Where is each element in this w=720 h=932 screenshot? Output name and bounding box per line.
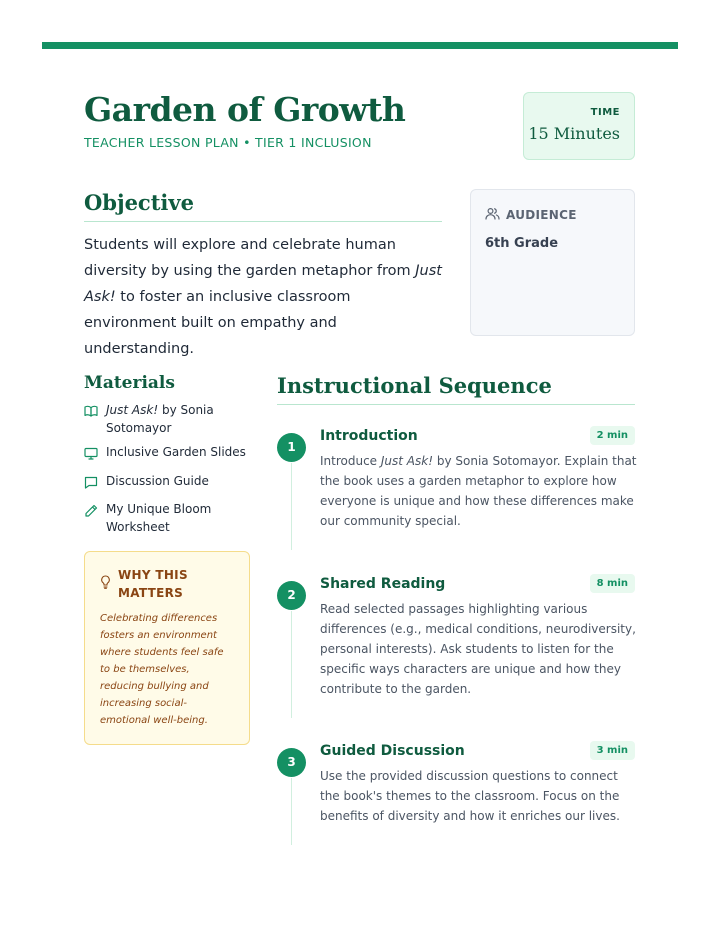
book-icon <box>84 402 99 437</box>
objective-heading: Objective <box>84 190 194 215</box>
material-label: Inclusive Garden Slides <box>106 445 246 459</box>
step-title: Shared Reading <box>320 576 446 592</box>
step-connector <box>291 611 292 718</box>
duration-badge: 8 min <box>590 574 635 593</box>
why-text: Celebrating differences fosters an environment where students feel safe to be themselves, reducing bullying and increasing social-emotional well-being. <box>100 613 224 726</box>
page-title: Garden of Growth <box>84 90 406 129</box>
sequence-heading: Instructional Sequence <box>277 373 552 398</box>
material-label: My Unique Bloom Worksheet <box>106 502 212 534</box>
material-label: Discussion Guide <box>106 473 209 488</box>
objective-text-part: Students will explore and celebrate human diversity by using the garden metaphor from <box>84 237 416 279</box>
objective-book-title: Just Ask! <box>84 263 442 305</box>
materials-heading: Materials <box>84 373 175 393</box>
material-italic: Just Ask! <box>106 403 159 417</box>
step-title: Guided Discussion <box>320 743 465 759</box>
time-label: TIME <box>590 107 620 118</box>
step-connector <box>291 778 292 845</box>
pencil-icon <box>84 501 99 536</box>
chat-icon <box>84 473 99 495</box>
step-desc-part: by Sonia Sotomayor. Explain that the book uses a garden metaphor to explore how everyone is unique and how these differences make our community special. <box>320 454 637 528</box>
objective-text <box>84 232 446 362</box>
time-card <box>523 92 635 160</box>
duration-badge: 2 min <box>590 426 635 445</box>
sequence-divider <box>277 404 635 405</box>
materials-list <box>84 402 252 543</box>
duration-badge: 3 min <box>590 741 635 760</box>
why-title: WHY THIS MATTERS <box>118 568 188 600</box>
why-callout <box>84 551 250 745</box>
step-description: Use the provided discussion questions to connect the book's themes to the classroom. Focus on the benefits of diversity and how it enriches our lives. <box>320 769 620 823</box>
step-number: 1 <box>277 433 306 462</box>
lightbulb-icon <box>100 566 111 602</box>
step-number: 2 <box>277 581 306 610</box>
top-accent-bar <box>42 42 678 49</box>
step-number: 3 <box>277 748 306 777</box>
time-value: 15 Minutes <box>528 124 620 143</box>
audience-value: 6th Grade <box>485 236 559 251</box>
step-title: Introduction <box>320 428 418 444</box>
step-desc-part: Introduce <box>320 454 381 468</box>
step-description: Read selected passages highlighting various differences (e.g., medical conditions, neurodiversity, personal interests). Ask students to listen for the specific ways characters are unique and how they contribute to the garden. <box>320 602 636 696</box>
objective-divider <box>84 221 442 222</box>
material-label: by Sonia Sotomayor <box>106 403 214 435</box>
list-item <box>84 501 252 536</box>
list-item <box>84 402 252 437</box>
objective-text-part: to foster an inclusive classroom environment built on empathy and understanding. <box>84 289 351 357</box>
audience-label: AUDIENCE <box>506 207 577 222</box>
step-description <box>320 451 638 531</box>
list-item <box>84 444 252 466</box>
step-book-title: Just Ask! <box>380 454 434 468</box>
step-connector <box>291 463 292 550</box>
material-text <box>106 402 252 437</box>
users-icon <box>485 205 500 224</box>
list-item <box>84 473 252 495</box>
page-subtitle: TEACHER LESSON PLAN • TIER 1 INCLUSION <box>84 135 372 150</box>
presentation-icon <box>84 444 99 466</box>
audience-card <box>470 189 635 336</box>
